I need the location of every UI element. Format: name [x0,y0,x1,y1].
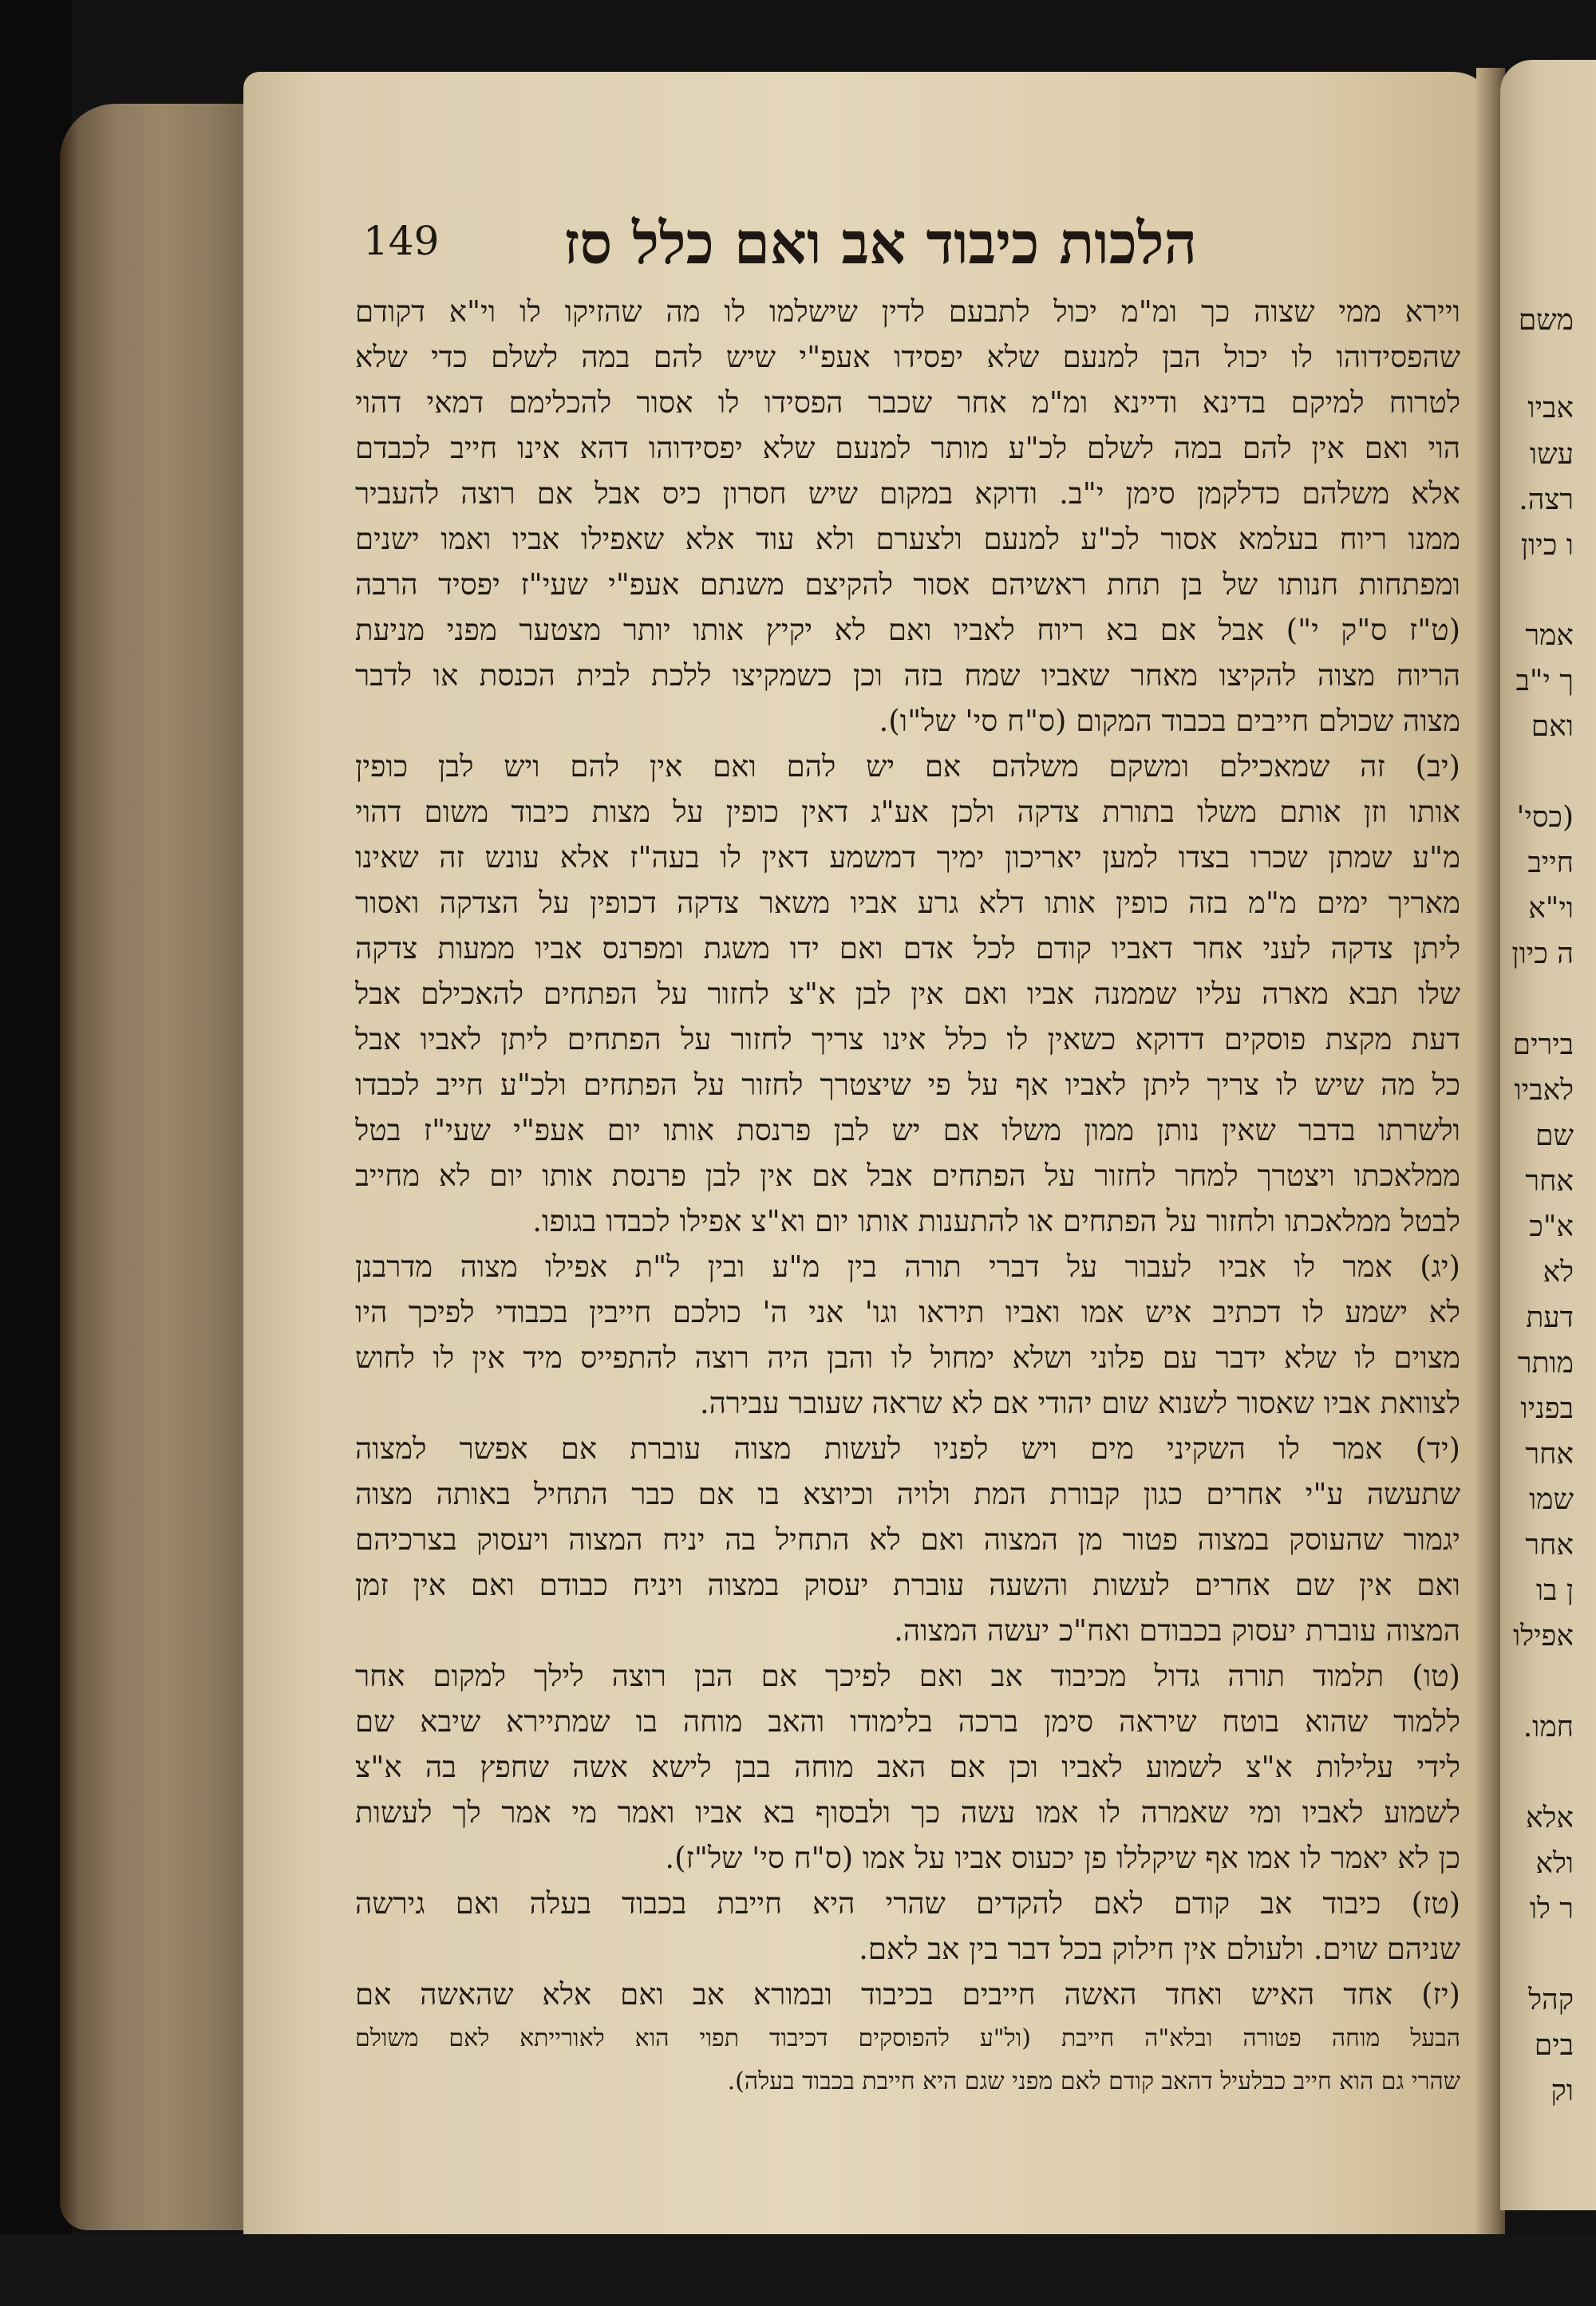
text-line: שהפסידוהו לו יכול הבן למנעם שלא יפסידו אעפ"י שיש להם במה לשלם כדי שלא [355,340,1460,374]
text-line: מצוים לו שלא ידבר עם פלוני ושלא ימחול לו והבן היה רוצה להתפייס מיד אין לו לחוש [355,1341,1460,1375]
text-line: יגמור שהעוסק במצוה פטור מן המצוה ואם לא התחיל בה יניח המצוה ויעסוק בצרכיהם [355,1522,1460,1557]
text-line: ומפתחות חנותו של בן תחת ראשיהם אסור להקיצם משנתם אעפ"י שעי"ז יפסיד הרבה [355,567,1460,602]
facing-line: בירים [1512,1029,1574,1061]
facing-line: שמו [1528,1483,1574,1516]
body-text [355,289,1460,2156]
facing-page-text [1500,289,1588,2140]
facing-line: וק [1551,2075,1574,2107]
text-line: הבעל מוחה פטורה ובלא"ה חייבת (ול"ע להפוסקים דכיבוד תפוי הוא לאורייתא לאם משולם [355,2024,1460,2052]
text-line: (יב) זה שמאכילם ומשקם משלהם אם יש להם ואם אין להם ויש לבן כופין [355,749,1460,784]
text-line: לשמוע לאביו ומי שאמרה לו אמו עשה כך ולבסוף בא אביו ואמר מי אמר לך לעשות [355,1795,1460,1830]
facing-line: (כסי' [1516,801,1574,834]
book-page-edges [60,104,243,2230]
facing-line: שם [1535,1119,1574,1152]
text-line: (יד) אמר לו השקיני מים ויש לפניו לעשות מצוה עוברת אם אפשר למצוה [355,1431,1460,1466]
facing-line: לאביו [1514,1074,1574,1107]
text-line: ללמוד שהוא בוטח שיראה סימן ברכה בלימודו והאב מוחה בו שמתיירא שיבא שם [355,1704,1460,1739]
facing-line: משם [1518,304,1574,337]
text-line: לידי עלילות א"צ לשמוע לאביו וכן אם האב מוחה בבן לישא אשה שחפץ בה א"צ [355,1750,1460,1784]
text-line: (טז) כיבוד אב קודם לאם להקדים שהרי היא חייבת בכבוד בעלה ואם גירשה [355,1886,1460,1921]
text-line: (יג) אמר לו אביו לעבור על דברי תורה בין מ"ע ובין ל"ת אפילו מצוה מדרבנן [355,1250,1460,1284]
text-line: (יז) אחד האיש ואחד האשה חייבים בכיבוד ובמורא אב ואם אלא שהאשה אם [355,1977,1460,2012]
text-line: המצוה עוברת יעסוק בכבודם ואח"כ יעשה המצוה. [894,1613,1460,1648]
facing-line: חייב [1527,847,1574,879]
text-line: שניהם שוים. ולעולם אין חילוק בכל דבר בין אב לאם. [859,1932,1460,1966]
facing-line: לא [1543,1256,1574,1289]
text-line: ליתן צדקה לעני אחר דאביו קודם לכל אדם ואם ידו משגת ומפרנס אביו ממעות צדקה [355,931,1460,965]
facing-line: אלא [1525,1802,1574,1834]
text-line: לצוואת אביו שאסור לשנוא שום יהודי אם לא שראה שעובר עבירה. [699,1386,1460,1420]
facing-line: קהל [1528,1984,1574,2016]
text-line: מ"ע שמתן שכרו בצדו למען יאריכון ימיך דמשמע דאין לו בעה"ז אלא עונש זה שאינו [355,840,1460,875]
facing-line: ך י"ב [1515,665,1574,697]
text-line: לבטל ממלאכתו ולחזור על הפתחים או להתענות אותו יום וא"צ אפילו לכבדו בגופו. [532,1204,1460,1238]
facing-line: רצה. [1519,484,1574,516]
facing-line: ר לו [1529,1893,1574,1925]
text-line: מאריך ימים מ"מ בזה כופין אותו דלא גרע אביו משאר צדקה דכופין על הצדקה ואסור [355,886,1460,920]
facing-line: מותר [1517,1347,1574,1380]
facing-line: ה כיון [1511,938,1574,970]
facing-line: אמר [1525,619,1574,652]
text-line: דעת מקצת פוסקים דדוקא כשאין לו כלל אינו צריך לחזור על הפתחים ליתן לאביו אבל [355,1022,1460,1056]
text-line: ממלאכתו ויצטרך למחר לחזור על הפתחים אבל אם אין לבן פרנסת אותו יום לא מחייב [355,1159,1460,1193]
text-line: לטרוח למיקם בדינא ודיינא ומ"מ אחר שכבר הפסידו לו אסור להכלימם דמאי דהוי [355,385,1460,420]
facing-line: אחר [1525,1529,1574,1562]
text-line: אותו וזן אותם משלו בתורת צדקה ולכן אע"ג דאין כופין על מצות כיבוד משום דהוי [355,795,1460,829]
text-line: מצוה שכולם חייבים בכבוד המקום (ס"ח סי' של"ו). [879,704,1460,738]
text-line: ויירא ממי שצוה כך ומ"מ יכול לתבעם לדין שישלמו לו מה שהזיקו לו וי"א דקודם [355,294,1460,329]
background-bottom [0,2234,1596,2306]
text-line: שתעשה ע"י אחרים כגון קבורת המת ולויה וכיוצא בו אם כבר התחיל באותה מצוה [355,1477,1460,1511]
facing-line: בים [1534,2029,1574,2062]
facing-line: דעת [1526,1301,1574,1334]
text-line: ולשרתו בדבר שאין נותן ממון משלו אם יש לבן פרנסת אותו יום אעפ"י שעי"ז בטל [355,1113,1460,1147]
text-line: אלא משלהם כדלקמן סימן י"ב. ודוקא במקום שיש חסרון כיס אבל אם רוצה להעביר [355,476,1460,511]
text-line: לא ישמע לו דכתיב איש אמו ואביו תיראו וגו' אני ה' כולכם חייבין בכבודי לפיכך היו [355,1295,1460,1329]
text-line: הריוח מצוה להקיצו מאחר שאביו שמח בזה וכן כשמקיצו ללכת לבית הכנסת או לדבר [355,658,1460,693]
running-head: הלכות כיבוד אב ואם כלל סז [563,209,1197,277]
facing-line: אפילו [1513,1620,1574,1653]
text-line: כן לא יאמר לו אמו אף שיקללו פן יכעוס אביו על אמו (ס"ח סי' של"ז). [665,1841,1460,1875]
facing-line: אחר [1525,1165,1574,1198]
text-line: ואם אין שם אחרים לעשות והשעה עוברת יעסוק במצוה ויניח כבודם ואם אין זמן [355,1568,1460,1602]
facing-line: אביו [1527,392,1574,424]
text-line: שלו תבא מארה עליו שממנה אביו ואם אין לבן א"צ לחזור על הפתחים להאכילם אבל [355,977,1460,1011]
facing-line: א"כ [1529,1210,1574,1243]
facing-line: ולא [1535,1847,1574,1880]
facing-line: בפניו [1520,1392,1574,1425]
facing-line: ו כיון [1520,529,1574,562]
text-line: (טו) תלמוד תורה גדול מכיבוד אב ואם לפיכך אם הבן רוצה לילך למקום אחר [355,1659,1460,1693]
facing-line: חמו. [1523,1711,1574,1743]
facing-line: ואם [1531,710,1574,743]
text-line: כל מה שיש לו צריך ליתן לאביו אף על פי שיצטרך לחזור על הפתחים ולכ"ע חייב לכבדו [355,1068,1460,1102]
text-line: ממנו ריוח בעלמא אסור לכ"ע למנעם ולצערם ולא עוד אלא שאפילו אביו ואמו ישנים [355,522,1460,556]
facing-line: אחר [1525,1438,1574,1471]
facing-line: ן בו [1535,1574,1574,1607]
text-line: (ט"ז ס"ק י") אבל אם בא ריוח לאביו ואם לא יקיץ אותו יותר מצטער מפני מניעת [355,613,1460,647]
page-number: 149 [363,218,440,264]
text-line: הוי ואם אין להם במה לשלם לכ"ע מותר למנעם שלא יפסידוהו דהא אינו חייב לכבדם [355,431,1460,465]
facing-line: עשו [1529,438,1574,471]
facing-line: וי"א [1528,892,1574,925]
text-line: שהרי גם הוא חייב כבלעיל דהאב קודם לאם מפני שגם היא חייבת בכבוד בעלה). [727,2067,1460,2095]
